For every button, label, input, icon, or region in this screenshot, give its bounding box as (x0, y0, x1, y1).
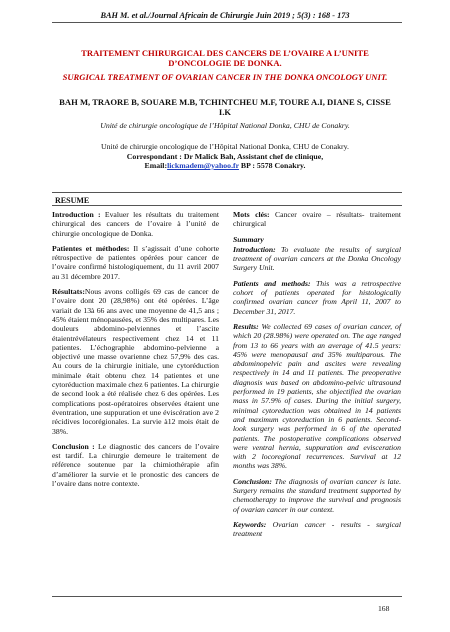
contact-line (55, 161, 395, 171)
resume-methods: Patientes et méthodes: Il s’agissait d’une cohorte rétrospective de patientes opérées pour cancer de l’ovaire confirmé histologiquement, du 11 avril 2007 au 31 décembre 2017. (52, 243, 219, 281)
corresponding-author: Correspondant : Dr Malick Bah, Assistant chef de clinique, (126, 151, 324, 161)
resume-conclusion: Conclusion : Le diagnostic des cancers de l’ovaire est tardif. La chirurgie demeure le traitement de référence soutenue par la chimiothérapie afin d’améliorer la survie et le pronostic des cancers de l’ovaire dans notre contexte. (52, 441, 219, 489)
resume-heading: RESUME (55, 196, 90, 205)
resume-introduction: Introduction : Evaluer les résultats du traitement chirurgical des cancers de l’ovaire à l’unité de chirurgie oncologique de Donka. (52, 210, 219, 238)
summary-heading: Summary (233, 234, 264, 244)
section-rule-top (52, 192, 402, 193)
postal-box: BP : 5578 Conakry. (238, 161, 306, 170)
article-title-french: TRAITEMENT CHIRURGICAL DES CANCERS DE L’OVAIRE A L’UNITE D’ONCOLOGIE DE DONKA. (81, 48, 369, 68)
summary-introduction: Introduction: To evaluate the results of surgical treatment of ovarian cancers at the Donka Oncology Surgery Unit. (233, 244, 401, 273)
page-number: 168 (378, 604, 390, 613)
header-rule (52, 22, 402, 23)
author-affiliation: Unité de chirurgie oncologique de l’Hôpital National Donka, CHU de Conakry. (100, 121, 350, 130)
resume-column (52, 210, 219, 494)
correspondence-affiliation: Unité de chirurgie oncologique de l’Hôpital National Donka, CHU de Conakry. (101, 142, 349, 151)
resume-keywords: Mots clés: Cancer ovaire – résultats- traitement chirurgical (233, 210, 401, 229)
summary-column (233, 210, 401, 545)
summary-conclusion: Conclusion: The diagnosis of ovarian cancer is late. Surgery remains the standard treatment supported by chemotherapy to improve the survival and prognosis of ovarian cancer in our context. (233, 476, 401, 514)
email-link[interactable]: lickmadem@yahoo.fr (167, 161, 239, 170)
email-prefix: Email: (144, 161, 168, 170)
running-head: BAH M. et al./Journal Africain de Chirurgie Juin 2019 ; 5(3) : 168 - 173 (100, 11, 350, 20)
section-rule-bottom (52, 205, 402, 206)
correspondence-block (55, 142, 395, 171)
summary-methods: Patients and methods: This was a retrospective cohort of patients operated for histologically confirmed ovarian cancer from April 11, 2007 to December 31, 2017. (233, 278, 401, 316)
article-title-english: SURGICAL TREATMENT OF OVARIAN CANCER IN THE DONKA ONCOLOGY UNIT. (62, 72, 388, 82)
summary-keywords: Keywords: Ovarian cancer - results - surgical treatment (233, 519, 401, 539)
resume-results: Résultats:Nous avons colligés 69 cas de cancer de l’ovaire dont 20 (28,98%) ont été opérées. L’âge variait de 13à 66 ans avec une moyenne de 41,5 ans ; 45% étaient ménopausées, et 35% des multipares. Les douleurs abdomino-pelviennes et l’ascite étaientrévélateurs respectivement chez 14 et 11 patientes. L’échographie abdomino-pelvienne a objectivé une masse ovarienne chez 57,9% des cas. Au cours de la chirurgie initiale, une cytoréduction minimale était obtenu chez 14 patientes et une cytoréduction maximale chez 6 patientes. La chirurgie de second look a été réalisée chez 6 des opérées. Les complications post-opératoires observées étaient une éventration, une suppuration et une éviscération ave 2 récidives locorégionales. La survie à12 mois était de 38%. (52, 287, 219, 436)
footer-rule (52, 596, 402, 597)
author-list: BAH M, TRAORE B, SOUARE M.B, TCHINTCHEU M.F, TOURE A.I, DIANE S, CISSE I.K (59, 97, 391, 117)
summary-results: Results: We collected 69 cases of ovarian cancer, of which 20 (28.98%) were operated on. The age ranged from 13 to 66 years with an average of 41.5 years: 45% were menopausal and 35% multiparous. The abdominopelvic pain and ascites were revealing respectively in 14 and 11 patients. The preoperative diagnosis was based on abdomino-pelvic ultrasound performed in 19 patients, she objectified the ovarian mass in 57.9% of cases. During the initial surgery, minimal cytoreduction was obtained in 14 patients and maximum cytoreduction in 6 patients. Second-look surgery was performed in 6 of the operated patients. The postoperative complications observed were ventral hernia, suppuration and evisceration with 2 locoregional recurrences. Survival at 12 months was 38%. (233, 321, 401, 471)
